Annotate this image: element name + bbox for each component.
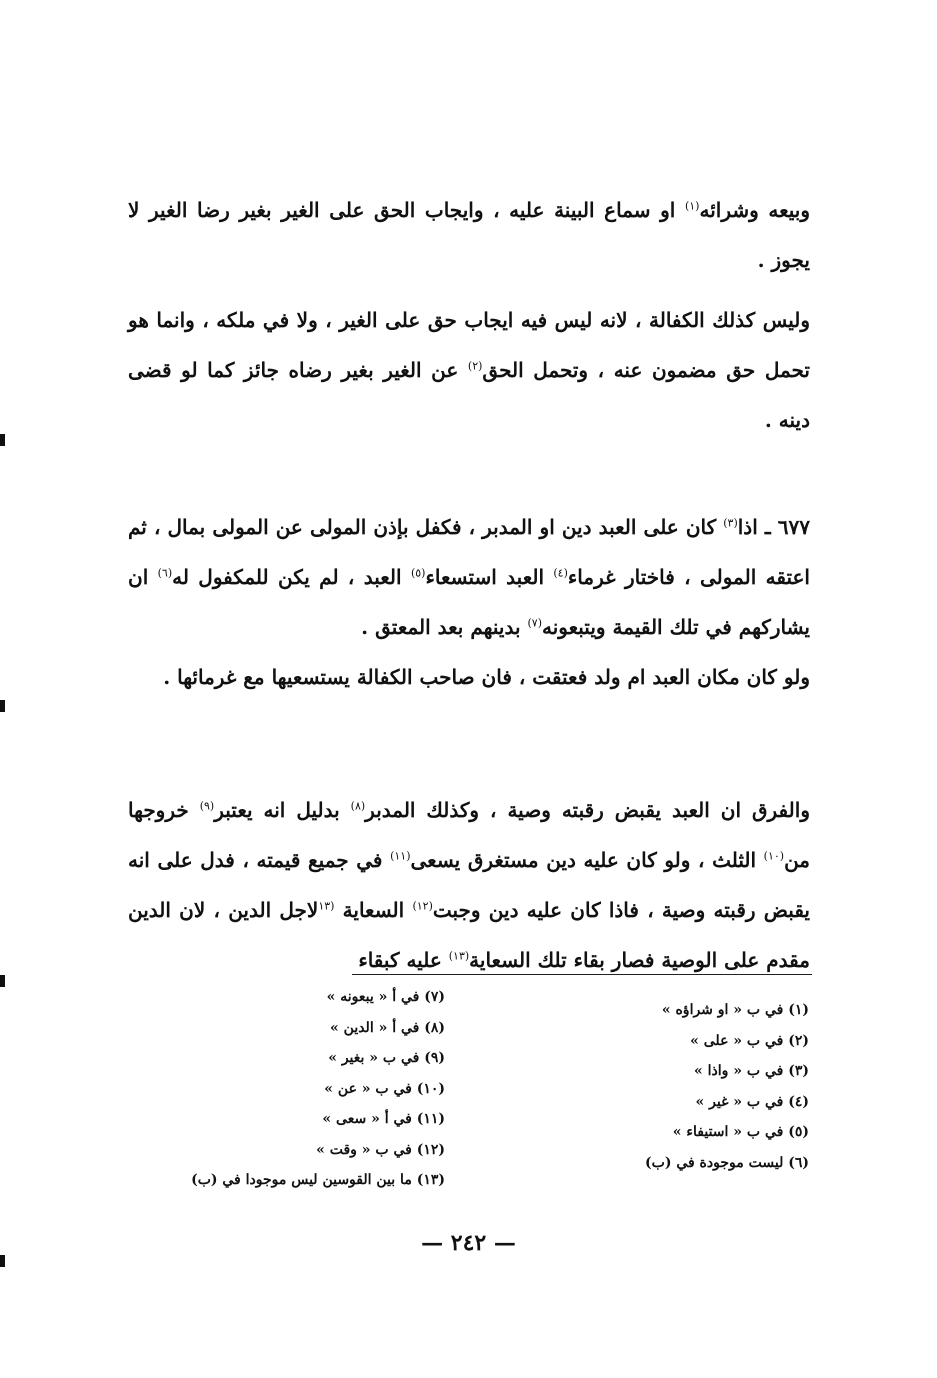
- footnote-11: (١١) في أ « سعى »: [322, 1111, 445, 1127]
- footnote-ref-5[interactable]: (٥): [410, 566, 426, 580]
- footnotes-column-left: [145, 982, 445, 1196]
- footnote-ref-6[interactable]: (٦): [157, 566, 173, 580]
- footnote-6: (٦) ليست موجودة في (ب): [645, 1154, 809, 1171]
- footnote-ref-8[interactable]: (٨): [350, 799, 366, 813]
- footnote-divider: [352, 974, 812, 975]
- scan-edge-mark: [0, 1255, 5, 1267]
- footnote-ref-1[interactable]: (١): [684, 199, 700, 213]
- scan-edge-mark: [0, 700, 5, 712]
- footnote-ref-7[interactable]: (٧): [527, 616, 542, 630]
- footnote-1: (١) في ب « او شراؤه »: [661, 1002, 809, 1018]
- footnote-9: (٩) في ب « بغير »: [328, 1050, 445, 1066]
- paragraph-umm-walad: ولو كان مكان العبد ام ولد فعتقت ، فان صاحب الكفالة يستسعيها مع غرمائها .: [163, 665, 810, 689]
- footnote-13: (١٣) ما بين القوسين ليس موجودا في (ب): [191, 1172, 445, 1188]
- paragraph-sale: وبيعه وشرائه$^{(١)}$ او سماع البينة عليه ، وايجاب الحق على الغير بغير رضا الغير لا يجوز .: [128, 198, 811, 272]
- page-number: — ٢٤٢ —: [421, 1230, 516, 1256]
- footnote-ref-4[interactable]: (٤): [553, 566, 568, 580]
- scan-edge-mark: [0, 434, 5, 446]
- scan-edge-mark: [0, 975, 5, 987]
- paragraph-kafala: وليس كذلك الكفالة ، لانه ليس فيه ايجاب حق على الغير ، ولا في ملكه ، وانما هو تحمل حق مضمون عنه ، وتحمل الحق$^{(٢)}$ عن الغير بغير رضاه جائز كما لو قضى دينه .: [128, 308, 810, 432]
- footnote-12: (١٢) في ب « وقت »: [316, 1141, 445, 1158]
- footnote-ref-10[interactable]: (١٠): [763, 849, 785, 863]
- footnote-ref-9[interactable]: (٩): [199, 799, 215, 813]
- footnote-5: (٥) في ب « استيفاء »: [672, 1124, 809, 1140]
- footnote-2: (٢) في ب « على »: [690, 1032, 809, 1049]
- footnote-ref-12[interactable]: (١٢): [412, 899, 433, 913]
- footnote-4: (٤) في ب « غير »: [695, 1093, 809, 1110]
- footnote-7: (٧) في أ « يبعونه »: [326, 989, 445, 1005]
- footnote-ref-11[interactable]: (١١): [390, 849, 411, 863]
- footnote-ref-3[interactable]: (٣): [723, 516, 738, 530]
- footnotes-column-right: [609, 995, 809, 1178]
- footnote-8: (٨) في أ « الدين »: [330, 1019, 445, 1036]
- footnote-10: (١٠) في ب « عن »: [324, 1080, 445, 1097]
- footnote-ref-2[interactable]: (٢): [467, 359, 483, 373]
- paragraph-farq: والفرق ان العبد يقبض رقبته وصية ، وكذلك المدبر$^{(٨)}$ بدليل انه يعتبر$^{(٩)}$ خروجها من$^{(١٠)}$ الثلث ، ولو كان عليه دين مستغرق يسعى$^{(١١)}$ في جميع قيمته ، فدل على انه يقبض رقبته وصية ، فاذا كان عليه دين وجبت$^{(١٢)}$ السعاية $^{(١٣}$لاجل الدين ، لان الدين مقدم على الوصية فصار بقاء تلك السعاية$^{(١٣)}$ عليه كبقاء: [128, 798, 811, 972]
- footnote-ref-13-open[interactable]: (١٣: [318, 899, 335, 913]
- section-number: ٦٧٧ ـ: [764, 515, 811, 539]
- section-677: ٦٧٧ ـ اذا$^{(٣)}$ كان على العبد دين او المدبر ، فكفل بإذن المولى عن المولى بمال ، ثم اعتقه المولى ، فاختار غرماء$^{(٤)}$ العبد استسعاء$^{(٥)}$ العبد ، لم يكن للمكفول له$^{(٦)}$ ان يشاركهم في تلك القيمة ويتبعونه$^{(٧)}$ بدينهم بعد المعتق .: [128, 515, 811, 639]
- footnote-ref-13-close[interactable]: (١٣): [448, 949, 470, 963]
- footnote-3: (٣) في ب « واذا »: [694, 1063, 809, 1079]
